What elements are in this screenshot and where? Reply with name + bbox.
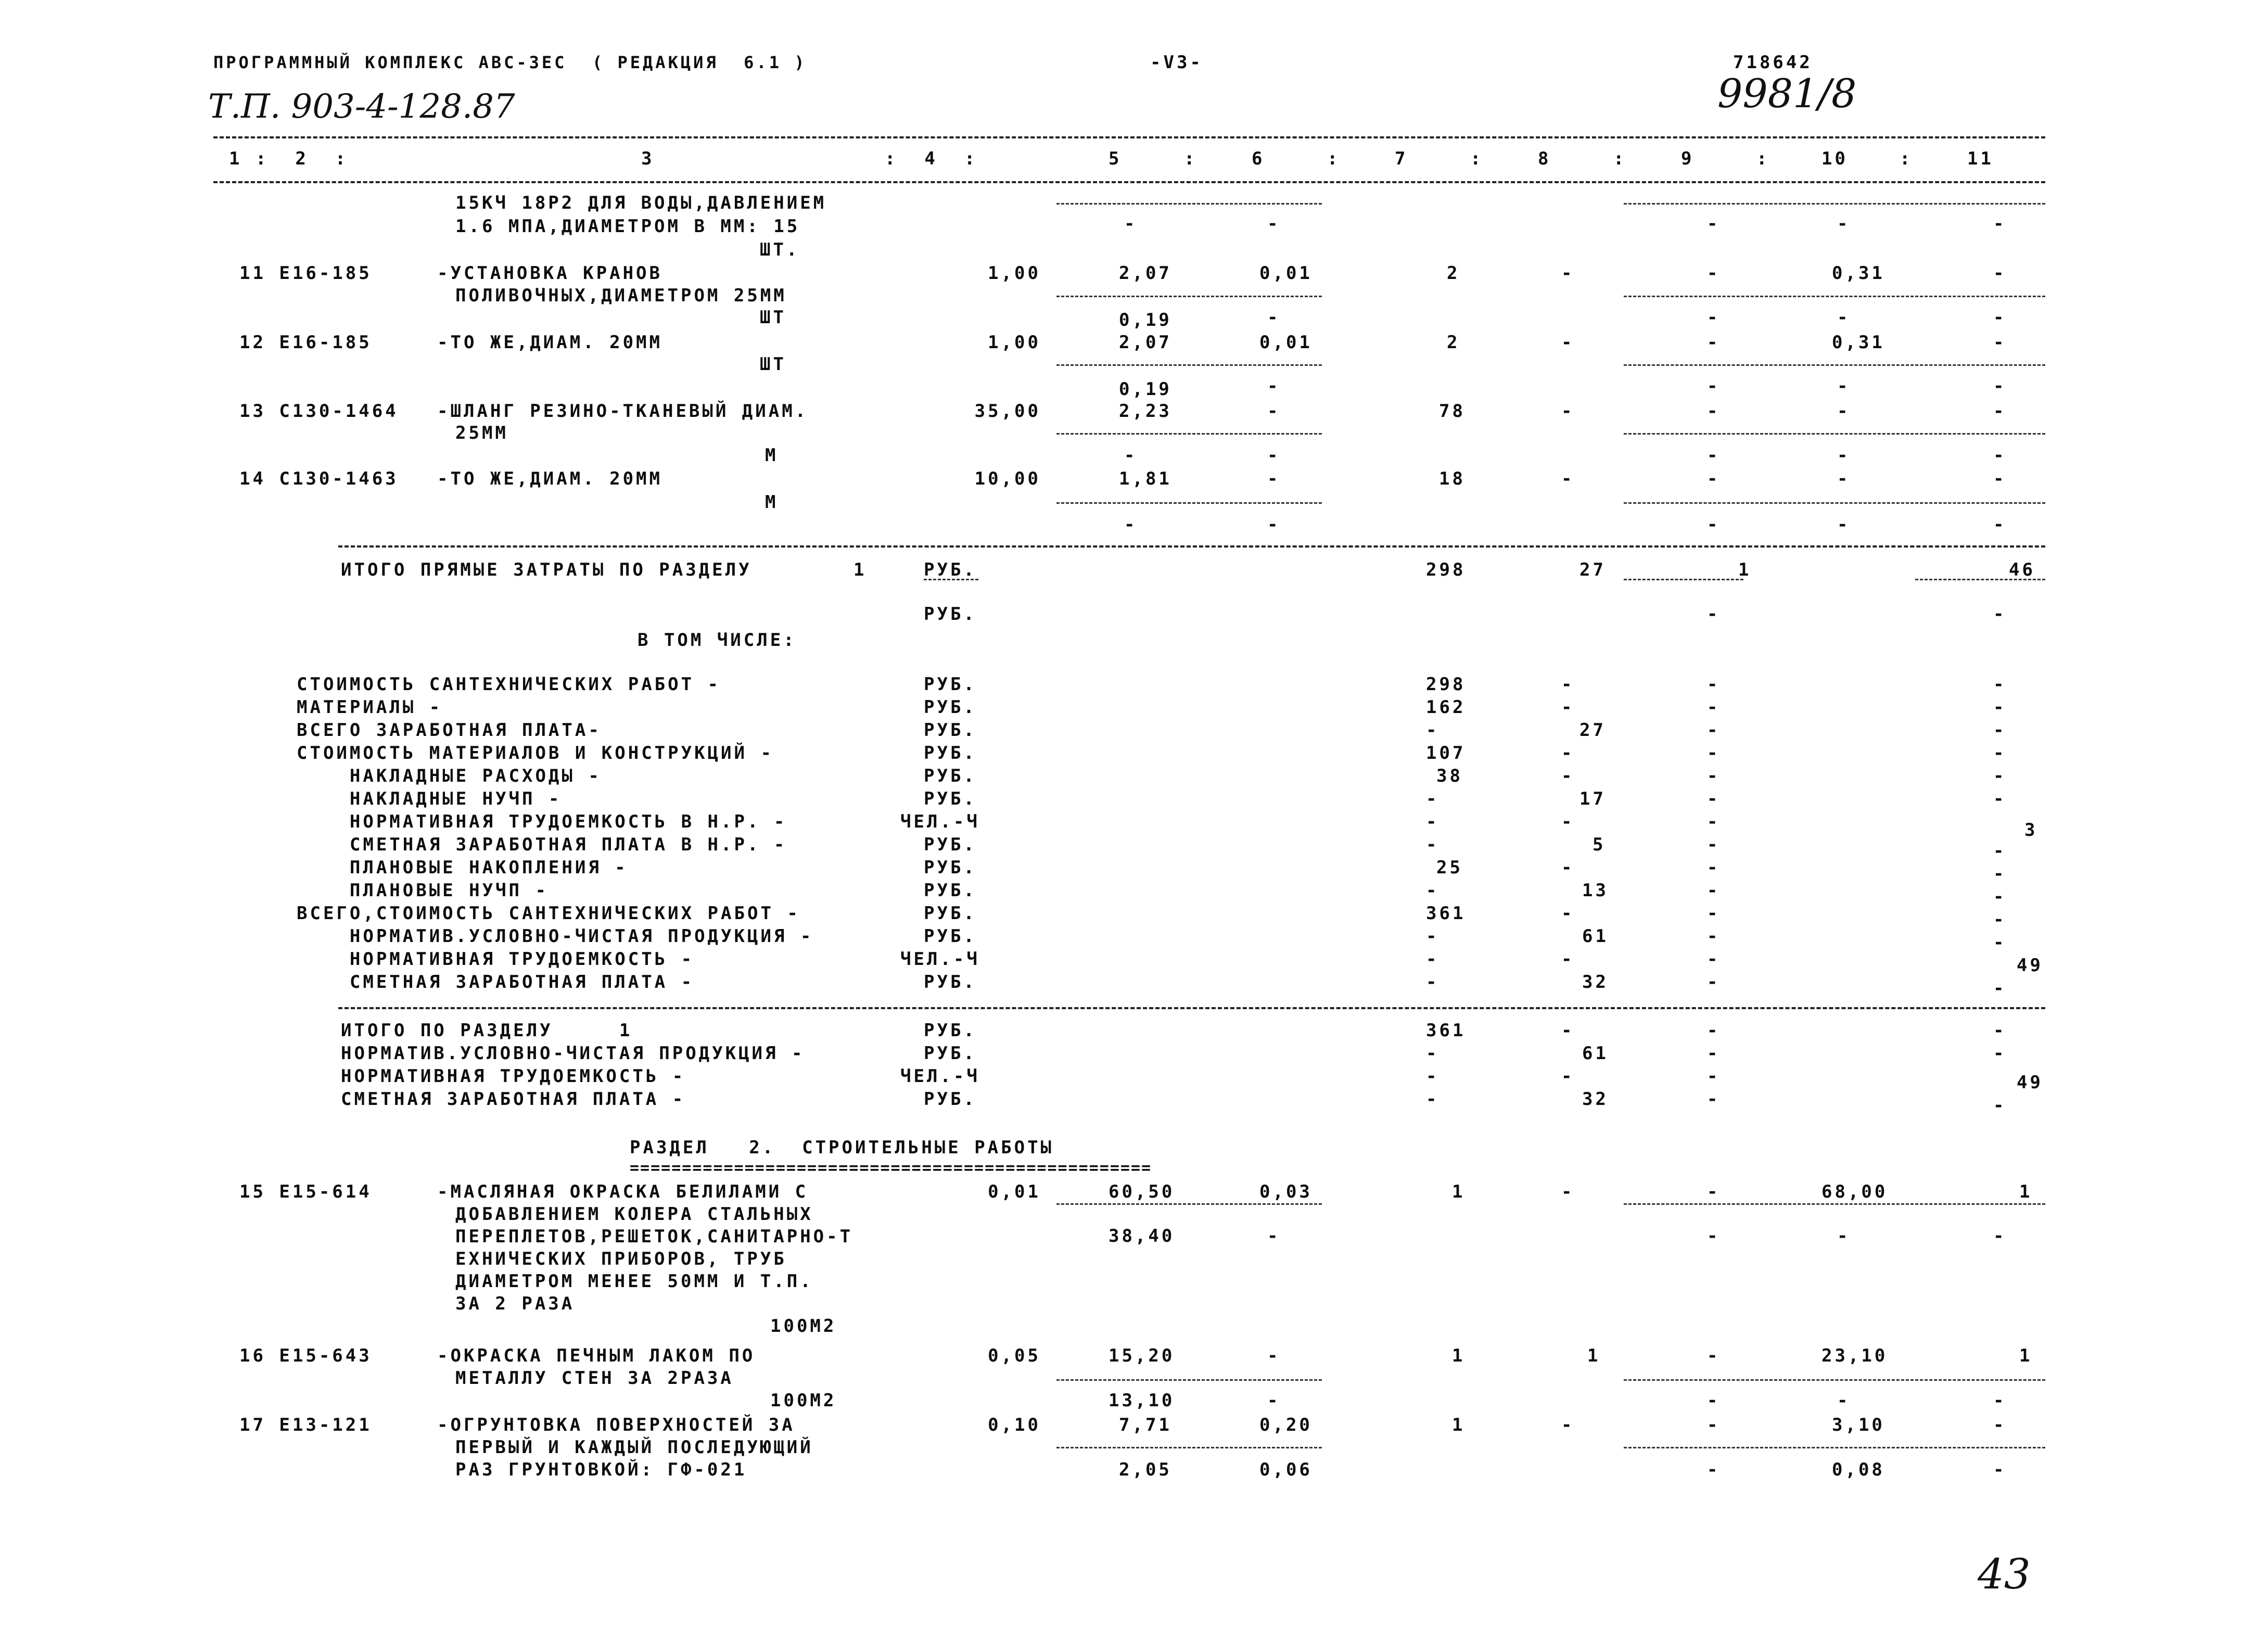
breakdown-c9: - xyxy=(1707,811,1721,832)
cell-c10: - xyxy=(1837,213,1851,234)
breakdown-c9: - xyxy=(1707,674,1721,695)
breakdown-c9: - xyxy=(1707,926,1721,947)
cell-c11: 1 xyxy=(2019,1181,2033,1202)
col-sep: : xyxy=(1184,148,1197,169)
project-code: Т.П. 903-4-128.87 xyxy=(208,87,515,126)
breakdown-c9: - xyxy=(1707,834,1721,855)
breakdown-c7: - xyxy=(1426,880,1439,901)
cell-c10: 0,31 xyxy=(1832,332,1885,353)
breakdown-c11: 49 xyxy=(2017,955,2043,976)
breakdown-c11: - xyxy=(1993,978,2007,999)
sub-rule xyxy=(1056,1447,1322,1448)
breakdown-c7: - xyxy=(1426,926,1439,947)
row-number: 15 Е15-614 xyxy=(239,1181,372,1202)
breakdown-c7: - xyxy=(1426,834,1439,855)
breakdown-c11: - xyxy=(1993,743,2007,764)
breakdown-label: МАТЕРИАЛЫ - xyxy=(297,697,443,718)
cell-c6-sub: - xyxy=(1267,445,1281,466)
cell-c6-sub: - xyxy=(1267,307,1281,328)
breakdown-c8: - xyxy=(1561,903,1575,924)
row-number: 17 Е13-121 xyxy=(239,1415,372,1435)
cell-c7: 1 xyxy=(1452,1345,1466,1366)
program-header: ПРОГРАММНЫЙ КОМПЛЕКС АВС-3ЕС ( РЕДАКЦИЯ 6.1 ) xyxy=(213,53,807,72)
breakdown-c8: 32 xyxy=(1582,972,1609,993)
section-2-underline: ================================================== xyxy=(630,1159,1152,1177)
cell-c9: - xyxy=(1707,213,1721,234)
breakdown-c9: - xyxy=(1707,766,1721,786)
cell-c5-sub: - xyxy=(1124,514,1138,535)
cell-c9: - xyxy=(1707,376,1721,397)
row-unit: М xyxy=(765,492,779,513)
cell-c11: - xyxy=(1993,376,2007,397)
sub-rule xyxy=(1056,502,1322,504)
col-sep: : xyxy=(1756,148,1770,169)
direct-c9: 1 xyxy=(1738,559,1752,580)
breakdown-label: СМЕТНАЯ ЗАРАБОТНАЯ ПЛАТА В Н.Р. - xyxy=(297,834,787,855)
cell-c7: 78 xyxy=(1439,401,1466,422)
breakdown-c9: - xyxy=(1707,697,1721,718)
cell-c8: - xyxy=(1561,401,1575,422)
cell-c9: - xyxy=(1707,263,1721,284)
breakdown-c8: 5 xyxy=(1592,834,1606,855)
direct-c7: 298 xyxy=(1426,559,1466,580)
direct-costs-unit-2: РУБ. xyxy=(924,604,977,625)
breakdown-c8: - xyxy=(1561,949,1575,970)
cell-c9-sub: - xyxy=(1707,1459,1721,1480)
breakdown-c9: - xyxy=(1707,949,1721,970)
row-text: РАЗ ГРУНТОВКОЙ: ГФ-021 xyxy=(455,1459,747,1480)
cell-c11: - xyxy=(1993,604,2007,625)
col-4: : 4 : xyxy=(885,148,978,169)
section-total-c11: - xyxy=(1993,1095,2007,1116)
cell-c5-sub: - xyxy=(1124,445,1138,466)
breakdown-unit: РУБ. xyxy=(924,903,977,924)
cell-c9: - xyxy=(1707,445,1721,466)
page-number: 43 xyxy=(1978,1550,2031,1598)
section-total-unit: РУБ. xyxy=(924,1020,977,1041)
section-total-c8: 32 xyxy=(1582,1089,1609,1110)
cell-c11-sub: - xyxy=(1993,1390,2007,1411)
breakdown-c11: - xyxy=(1993,720,2007,741)
sub-rule xyxy=(1624,433,2045,435)
col-1-2: 1 : 2 : xyxy=(229,148,349,169)
breakdown-c8: 13 xyxy=(1582,880,1609,901)
breakdown-unit: РУБ. xyxy=(924,857,977,878)
breakdown-label: НАКЛАДНЫЕ НУЧП - xyxy=(297,788,562,809)
cell-c6-sub: - xyxy=(1267,1390,1281,1411)
breakdown-c7: - xyxy=(1426,788,1439,809)
cell-c4: 1,00 xyxy=(988,332,1041,353)
cell-c5-sub: 38,40 xyxy=(1108,1226,1175,1246)
breakdown-c11: - xyxy=(1993,932,2007,953)
cell-c9: - xyxy=(1707,1345,1721,1366)
breakdown-c7: - xyxy=(1426,811,1439,832)
breakdown-c7: - xyxy=(1426,972,1439,993)
cell-c8: - xyxy=(1561,468,1575,489)
sub-rule xyxy=(1624,203,2045,205)
cell-c8: - xyxy=(1561,1181,1575,1202)
row-unit: М xyxy=(765,445,779,466)
row-number: 11 Е16-185 xyxy=(239,263,372,284)
direct-c11: 46 xyxy=(2009,559,2035,580)
section-total-label: НОРМАТИВНАЯ ТРУДОЕМКОСТЬ - xyxy=(341,1066,686,1087)
cell-c10-sub: 0,08 xyxy=(1832,1459,1885,1480)
doc-number: 718642 xyxy=(1733,52,1813,73)
col-sep: : xyxy=(1327,148,1341,169)
section-total-c9: - xyxy=(1707,1043,1721,1064)
header-bottom-rule xyxy=(213,181,2045,183)
cell-c6: - xyxy=(1267,401,1281,422)
row-text: ЗА 2 РАЗА xyxy=(455,1293,575,1314)
sub-rule xyxy=(1624,579,1743,580)
cell-c9: - xyxy=(1707,468,1721,489)
section-total-c7: - xyxy=(1426,1043,1439,1064)
row-text: -ТО ЖЕ,ДИАМ. 20ММ xyxy=(437,468,662,489)
row-number: 14 С130-1463 xyxy=(239,468,399,489)
row-number: 16 Е15-643 xyxy=(239,1345,372,1366)
cell-c5: 15,20 xyxy=(1108,1345,1175,1366)
section-total-unit: РУБ. xyxy=(924,1089,977,1110)
row-text: -ОКРАСКА ПЕЧНЫМ ЛАКОМ ПО xyxy=(437,1345,756,1366)
cell-c11-sub: - xyxy=(1993,1226,2007,1246)
section-total-c7: 361 xyxy=(1426,1020,1466,1041)
cell-c9: - xyxy=(1707,604,1721,625)
direct-c8: 27 xyxy=(1579,559,1606,580)
section-total-c9: - xyxy=(1707,1066,1721,1087)
row-text: 1.6 МПА,ДИАМЕТРОМ В ММ: 15 xyxy=(455,216,800,237)
cell-c11: - xyxy=(1993,263,2007,284)
sub-rule xyxy=(1624,364,2045,366)
breakdown-label: ПЛАНОВЫЕ НАКОПЛЕНИЯ - xyxy=(297,857,628,878)
breakdown-unit: ЧЕЛ.-Ч xyxy=(900,949,980,970)
cell-c8: - xyxy=(1561,332,1575,353)
cell-c9: - xyxy=(1707,1415,1721,1435)
col-5: 5 xyxy=(1108,148,1122,169)
cell-c11: - xyxy=(1993,401,2007,422)
cell-c11: - xyxy=(1993,213,2007,234)
cell-c8: 1 xyxy=(1587,1345,1601,1366)
col-sep: : xyxy=(1470,148,1484,169)
section-total-c7: - xyxy=(1426,1089,1439,1110)
including-label: В ТОМ ЧИСЛЕ: xyxy=(638,630,797,651)
cell-c5: 1,81 xyxy=(1119,468,1172,489)
cell-c5: - xyxy=(1124,213,1138,234)
section-total-label: ИТОГО ПО РАЗДЕЛУ 1 xyxy=(341,1020,633,1041)
breakdown-c7: - xyxy=(1426,949,1439,970)
row-text: -МАСЛЯНАЯ ОКРАСКА БЕЛИЛАМИ С xyxy=(437,1181,809,1202)
cell-c10: - xyxy=(1837,445,1851,466)
col-7: 7 xyxy=(1395,148,1408,169)
cell-c10: - xyxy=(1837,514,1851,535)
breakdown-c11: - xyxy=(1993,788,2007,809)
cell-c11: - xyxy=(1993,1415,2007,1435)
col-sep: : xyxy=(1613,148,1627,169)
breakdown-c11: 3 xyxy=(2024,820,2038,841)
breakdown-c8: - xyxy=(1561,766,1575,786)
breakdown-label: НОРМАТИВ.УСЛОВНО-ЧИСТАЯ ПРОДУКЦИЯ - xyxy=(297,926,814,947)
cell-c9: - xyxy=(1707,401,1721,422)
cell-c11: - xyxy=(1993,445,2007,466)
breakdown-unit: РУБ. xyxy=(924,880,977,901)
breakdown-c9: - xyxy=(1707,788,1721,809)
cell-c4: 0,10 xyxy=(988,1415,1041,1435)
cell-c5: 2,07 xyxy=(1119,332,1172,353)
cell-c10-sub: - xyxy=(1837,1390,1851,1411)
row-text: ПЕРВЫЙ И КАЖДЫЙ ПОСЛЕДУЮЩИЙ xyxy=(455,1437,813,1458)
sub-rule xyxy=(924,579,978,580)
row-text: 25ММ xyxy=(455,423,508,443)
cell-c9: - xyxy=(1707,1181,1721,1202)
cell-c9-sub: - xyxy=(1707,1390,1721,1411)
breakdown-label: СТОИМОСТЬ МАТЕРИАЛОВ И КОНСТРУКЦИЙ - xyxy=(297,743,774,764)
breakdown-unit: РУБ. xyxy=(924,834,977,855)
cell-c6-sub: 0,06 xyxy=(1259,1459,1313,1480)
breakdown-c8: - xyxy=(1561,811,1575,832)
row-text: 15КЧ 18Р2 ДЛЯ ВОДЫ,ДАВЛЕНИЕМ xyxy=(455,193,827,213)
cell-c8: - xyxy=(1561,263,1575,284)
breakdown-c11: - xyxy=(1993,766,2007,786)
breakdown-c9: - xyxy=(1707,857,1721,878)
header-top-rule xyxy=(213,136,2045,138)
sub-rule xyxy=(1624,1447,2045,1448)
row-text: ДИАМЕТРОМ МЕНЕЕ 50ММ И Т.П. xyxy=(455,1271,813,1292)
cell-c5: 60,50 xyxy=(1108,1181,1175,1202)
breakdown-unit: РУБ. xyxy=(924,743,977,764)
section-total-unit: РУБ. xyxy=(924,1043,977,1064)
sub-rule xyxy=(1056,296,1322,297)
cell-c10: 23,10 xyxy=(1821,1345,1888,1366)
breakdown-unit: РУБ. xyxy=(924,766,977,786)
cell-c9-sub: - xyxy=(1707,1226,1721,1246)
col-11: 11 xyxy=(1967,148,1994,169)
sub-rule xyxy=(1056,364,1322,366)
breakdown-label: СТОИМОСТЬ САНТЕХНИЧЕСКИХ РАБОТ - xyxy=(297,674,721,695)
row-text: ЕХНИЧЕСКИХ ПРИБОРОВ, ТРУБ xyxy=(455,1249,787,1269)
sub-rule xyxy=(1624,1379,2045,1381)
section-total-rule xyxy=(338,1007,2045,1009)
breakdown-c8: - xyxy=(1561,697,1575,718)
cell-c5-sub: 2,05 xyxy=(1119,1459,1172,1480)
breakdown-unit: РУБ. xyxy=(924,972,977,993)
row-unit: ШТ. xyxy=(760,239,800,260)
breakdown-c11: - xyxy=(1993,886,2007,907)
section-total-c11: 49 xyxy=(2017,1072,2043,1093)
section-total-unit: ЧЕЛ.-Ч xyxy=(900,1066,980,1087)
breakdown-label: ПЛАНОВЫЕ НУЧП - xyxy=(297,880,549,901)
section-total-c11: - xyxy=(1993,1020,2007,1041)
cell-c6: 0,01 xyxy=(1259,263,1313,284)
cell-c10-sub: - xyxy=(1837,1226,1851,1246)
cell-c6: - xyxy=(1267,1345,1281,1366)
cell-c4: 0,05 xyxy=(988,1345,1041,1366)
breakdown-c7: 298 xyxy=(1426,674,1466,695)
breakdown-c8: - xyxy=(1561,743,1575,764)
cell-c11: - xyxy=(1993,307,2007,328)
breakdown-c7: 361 xyxy=(1426,903,1466,924)
sub-rule xyxy=(1056,1379,1322,1381)
cell-c5: 7,71 xyxy=(1119,1415,1172,1435)
row-text: -ТО ЖЕ,ДИАМ. 20ММ xyxy=(437,332,662,353)
section-total-c9: - xyxy=(1707,1020,1721,1041)
row-number: 13 С130-1464 xyxy=(239,401,399,422)
breakdown-label: ВСЕГО ЗАРАБОТНАЯ ПЛАТА- xyxy=(297,720,602,741)
breakdown-label: НОРМАТИВНАЯ ТРУДОЕМКОСТЬ В Н.Р. - xyxy=(297,811,787,832)
breakdown-c7: - xyxy=(1426,720,1439,741)
section-total-c8: - xyxy=(1561,1020,1575,1041)
breakdown-c7: 25 xyxy=(1436,857,1463,878)
cell-c10: - xyxy=(1837,376,1851,397)
breakdown-label: СМЕТНАЯ ЗАРАБОТНАЯ ПЛАТА - xyxy=(297,972,695,993)
row-unit: 100М2 xyxy=(770,1390,837,1411)
sub-rule xyxy=(1624,296,2045,297)
cell-c10: 3,10 xyxy=(1832,1415,1885,1435)
cell-c7: 2 xyxy=(1447,332,1460,353)
breakdown-label: НОРМАТИВНАЯ ТРУДОЕМКОСТЬ - xyxy=(297,949,695,970)
cell-c6: 0,20 xyxy=(1259,1415,1313,1435)
cell-c4: 0,01 xyxy=(988,1181,1041,1202)
row-number: 12 Е16-185 xyxy=(239,332,372,353)
page-marker: -V3- xyxy=(1150,52,1203,73)
breakdown-c9: - xyxy=(1707,903,1721,924)
col-9: 9 xyxy=(1681,148,1694,169)
breakdown-c8: 61 xyxy=(1582,926,1609,947)
cell-c5: 2,07 xyxy=(1119,263,1172,284)
cell-c9: - xyxy=(1707,307,1721,328)
cell-c11-sub: - xyxy=(1993,1459,2007,1480)
breakdown-c7: 38 xyxy=(1436,766,1463,786)
cell-c6: 0,03 xyxy=(1259,1181,1313,1202)
sub-rule xyxy=(1624,502,2045,504)
breakdown-c9: - xyxy=(1707,972,1721,993)
cell-c11: - xyxy=(1993,332,2007,353)
breakdown-c8: - xyxy=(1561,674,1575,695)
row-unit: ШТ xyxy=(760,354,786,375)
cell-c6-sub: - xyxy=(1267,514,1281,535)
section-2-title: РАЗДЕЛ 2. СТРОИТЕЛЬНЫЕ РАБОТЫ xyxy=(630,1137,1054,1158)
cell-c11: - xyxy=(1993,514,2007,535)
breakdown-c8: - xyxy=(1561,857,1575,878)
breakdown-c11: - xyxy=(1993,674,2007,695)
row-text: ПЕРЕПЛЕТОВ,РЕШЕТОК,САНИТАРНО-Т xyxy=(455,1226,853,1247)
cell-c5-sub: 0,19 xyxy=(1119,379,1172,400)
section-total-label: СМЕТНАЯ ЗАРАБОТНАЯ ПЛАТА - xyxy=(341,1089,686,1110)
breakdown-unit: ЧЕЛ.-Ч xyxy=(900,811,980,832)
cell-c9: - xyxy=(1707,332,1721,353)
cell-c6-sub: - xyxy=(1267,376,1281,397)
breakdown-c7: 107 xyxy=(1426,743,1466,764)
direct-costs-label: ИТОГО ПРЯМЫЕ ЗАТРАТЫ ПО РАЗДЕЛУ xyxy=(341,559,752,580)
breakdown-c11: - xyxy=(1993,841,2007,861)
section-total-c7: - xyxy=(1426,1066,1439,1087)
row-text: -ОГРУНТОВКА ПОВЕРХНОСТЕЙ ЗА xyxy=(437,1415,795,1435)
cell-c10: - xyxy=(1837,468,1851,489)
row-text: ДОБАВЛЕНИЕМ КОЛЕРА СТАЛЬНЫХ xyxy=(455,1204,813,1225)
breakdown-c8: 27 xyxy=(1579,720,1606,741)
breakdown-c9: - xyxy=(1707,720,1721,741)
breakdown-unit: РУБ. xyxy=(924,674,977,695)
section-total-c8: - xyxy=(1561,1066,1575,1087)
cell-c6: 0,01 xyxy=(1259,332,1313,353)
direct-costs-unit: РУБ. xyxy=(924,559,977,580)
breakdown-c8: 17 xyxy=(1579,788,1606,809)
col-6: 6 xyxy=(1252,148,1265,169)
sub-rule xyxy=(1056,433,1322,435)
breakdown-c7: 162 xyxy=(1426,697,1466,718)
section-total-c9: - xyxy=(1707,1089,1721,1110)
breakdown-unit: РУБ. xyxy=(924,788,977,809)
cell-c7: 2 xyxy=(1447,263,1460,284)
cell-c6: - xyxy=(1267,468,1281,489)
cell-c11: 1 xyxy=(2019,1345,2033,1366)
sub-rule xyxy=(1915,579,2045,580)
cell-c8: - xyxy=(1561,1415,1575,1435)
cell-c6: - xyxy=(1267,213,1281,234)
section-total-c11: - xyxy=(1993,1043,2007,1064)
col-3: 3 xyxy=(641,148,655,169)
cell-c10: - xyxy=(1837,307,1851,328)
col-10: 10 xyxy=(1821,148,1848,169)
cell-c7: 1 xyxy=(1452,1181,1466,1202)
cell-c7: 18 xyxy=(1439,468,1466,489)
col-sep: : xyxy=(1900,148,1913,169)
breakdown-unit: РУБ. xyxy=(924,697,977,718)
cell-c10: - xyxy=(1837,401,1851,422)
breakdown-c11: - xyxy=(1993,909,2007,930)
section-total-c8: 61 xyxy=(1582,1043,1609,1064)
row-unit: 100М2 xyxy=(770,1316,837,1337)
row-text: -ШЛАНГ РЕЗИНО-ТКАНЕВЫЙ ДИАМ. xyxy=(437,401,809,422)
row-text: МЕТАЛЛУ СТЕН ЗА 2РАЗА xyxy=(455,1368,734,1389)
cell-c9: - xyxy=(1707,514,1721,535)
col-8: 8 xyxy=(1538,148,1551,169)
breakdown-label: ВСЕГО,СТОИМОСТЬ САНТЕХНИЧЕСКИХ РАБОТ - xyxy=(297,903,800,924)
row-text: -УСТАНОВКА КРАНОВ xyxy=(437,263,662,284)
breakdown-unit: РУБ. xyxy=(924,720,977,741)
sub-rule xyxy=(1624,1203,2045,1205)
cell-c10: 68,00 xyxy=(1821,1181,1888,1202)
breakdown-label: НАКЛАДНЫЕ РАСХОДЫ - xyxy=(297,766,602,786)
breakdown-c11: - xyxy=(1993,863,2007,884)
breakdown-c11: - xyxy=(1993,697,2007,718)
row-unit: ШТ xyxy=(760,307,786,328)
sheet-ref: 9981/8 xyxy=(1717,70,1857,117)
totals-rule xyxy=(338,545,2045,548)
cell-c6-sub: - xyxy=(1267,1226,1281,1246)
cell-c4: 10,00 xyxy=(974,468,1041,489)
cell-c10: 0,31 xyxy=(1832,263,1885,284)
direct-costs-section: 1 xyxy=(853,559,867,580)
cell-c7: 1 xyxy=(1452,1415,1466,1435)
cell-c4: 1,00 xyxy=(988,263,1041,284)
cell-c5: 2,23 xyxy=(1119,401,1172,422)
cell-c5-sub: 13,10 xyxy=(1108,1390,1175,1411)
breakdown-c9: - xyxy=(1707,743,1721,764)
breakdown-unit: РУБ. xyxy=(924,926,977,947)
row-text: ПОЛИВОЧНЫХ,ДИАМЕТРОМ 25ММ xyxy=(455,285,787,306)
sub-rule xyxy=(1056,1203,1322,1205)
section-total-label: НОРМАТИВ.УСЛОВНО-ЧИСТАЯ ПРОДУКЦИЯ - xyxy=(341,1043,805,1064)
breakdown-c9: - xyxy=(1707,880,1721,901)
cell-c4: 35,00 xyxy=(974,401,1041,422)
cell-c5-sub: 0,19 xyxy=(1119,310,1172,330)
cell-c11: - xyxy=(1993,468,2007,489)
sub-rule xyxy=(1056,203,1322,205)
